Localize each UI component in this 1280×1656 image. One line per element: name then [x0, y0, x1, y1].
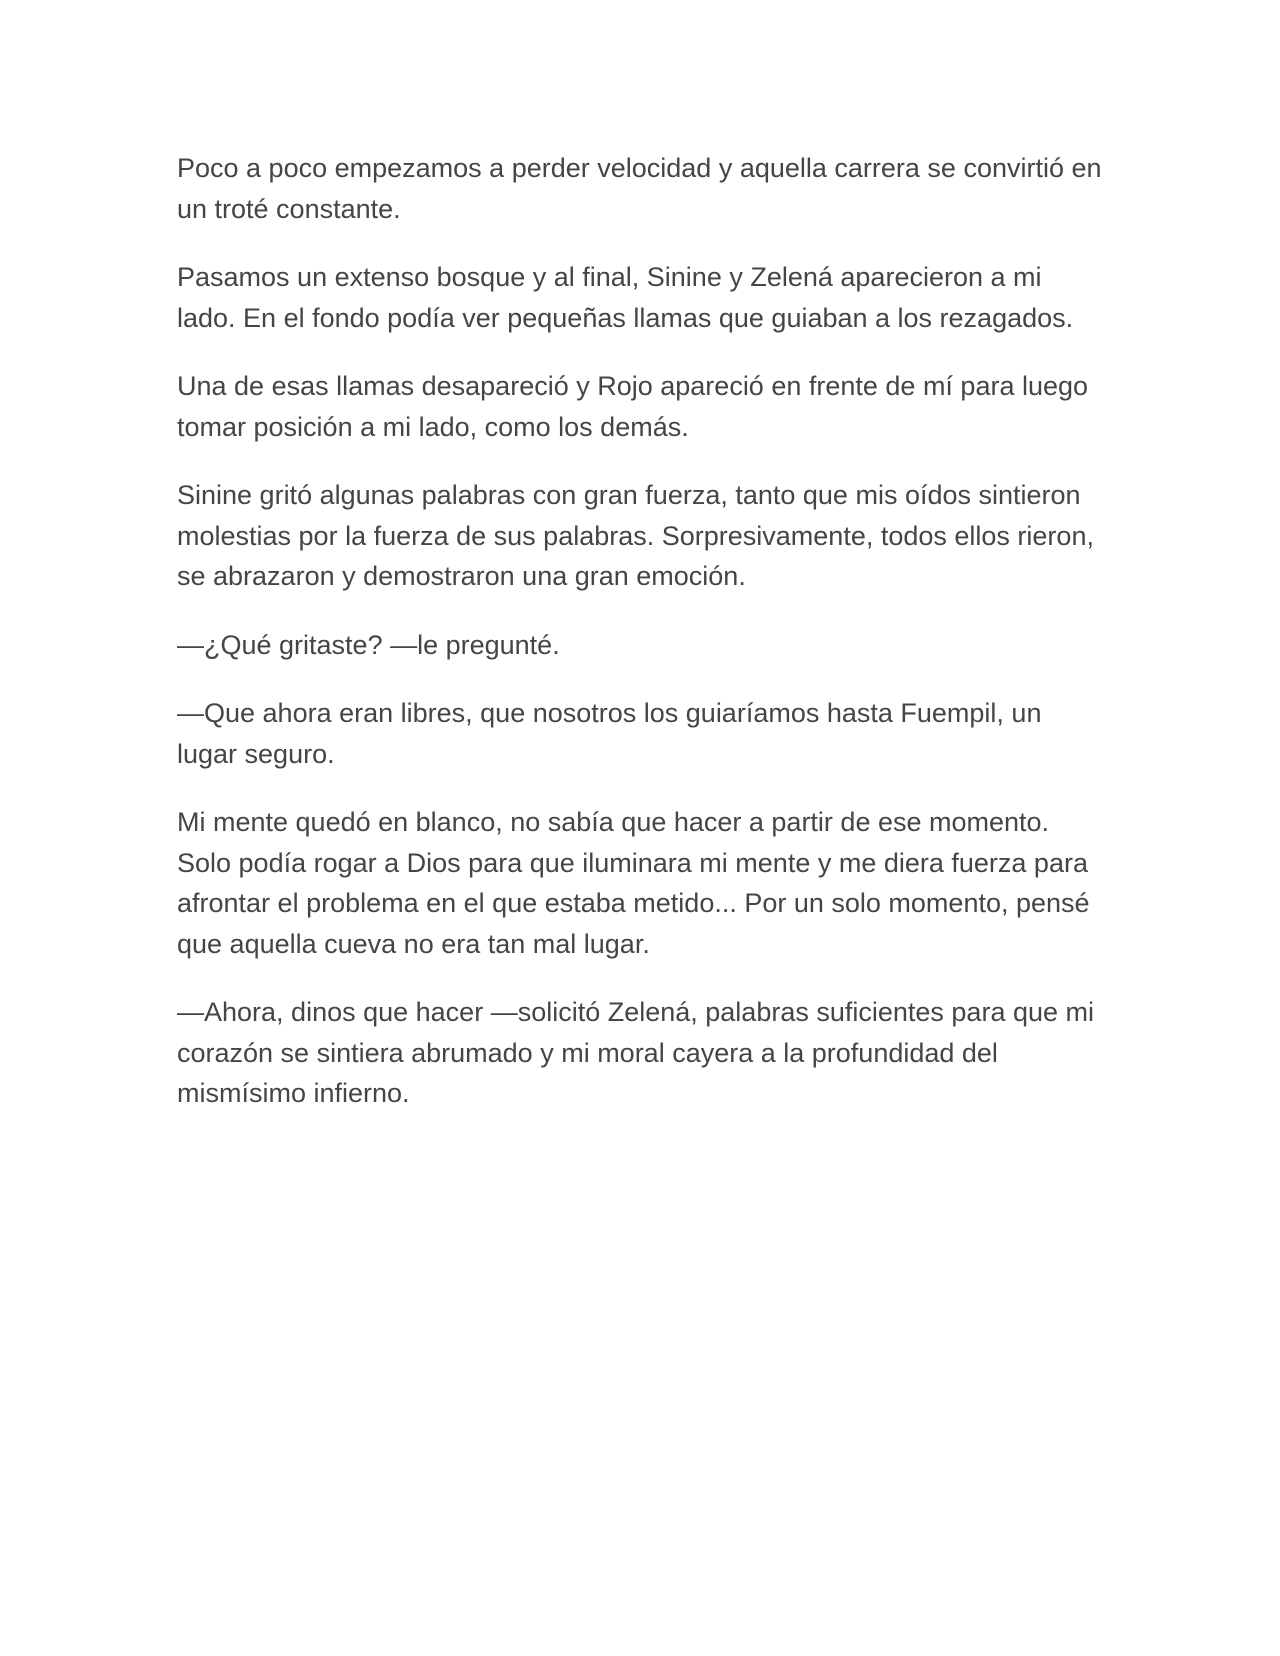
dialogue-line: —Ahora, dinos que hacer —solicitó Zelená, palabras suficientes para que mi corazón se sintiera abrumado y mi moral cayera a la profundidad del mismísimo infierno. — [177, 997, 1094, 1108]
paragraph: Mi mente quedó en blanco, no sabía que hacer a partir de ese momento. Solo podía rogar a Dios para que iluminara mi mente y me diera fuerza para afrontar el problema en el que estaba metido... Por un solo momento, pensé que aquella cueva no era tan mal lugar. — [177, 807, 1090, 959]
paragraph: Pasamos un extenso bosque y al final, Sinine y Zelená aparecieron a mi lado. En el fondo podía ver pequeñas llamas que guiaban a los rezagados. — [177, 262, 1074, 333]
paragraph: Una de esas llamas desapareció y Rojo apareció en frente de mí para luego tomar posición a mi lado, como los demás. — [177, 371, 1089, 442]
paragraph: Sinine gritó algunas palabras con gran fuerza, tanto que mis oídos sintieron molestias por la fuerza de sus palabras. Sorpresivamente, todos ellos rieron, se abrazaron y demostraron una gran emoción. — [177, 480, 1094, 591]
dialogue-line: —Que ahora eran libres, que nosotros los guiaríamos hasta Fuempil, un lugar seguro. — [177, 698, 1042, 769]
document-body — [177, 148, 1107, 1142]
paragraph: Poco a poco empezamos a perder velocidad y aquella carrera se convirtió en un troté constante. — [177, 153, 1102, 224]
dialogue-line: —¿Qué gritaste? —le pregunté. — [177, 629, 560, 660]
